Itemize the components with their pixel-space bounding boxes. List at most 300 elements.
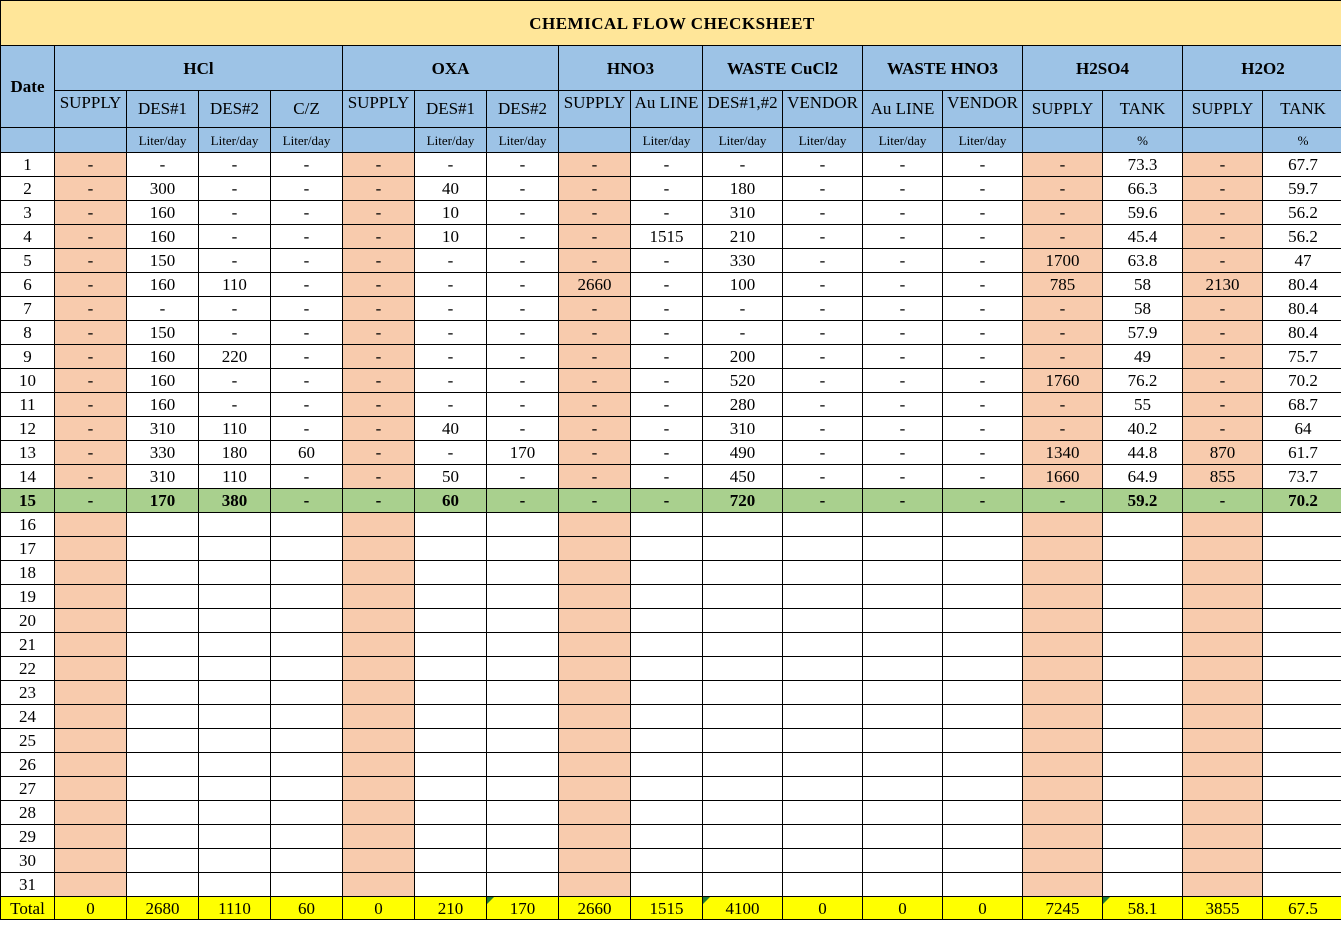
data-cell[interactable] bbox=[783, 825, 863, 849]
data-cell[interactable]: 160 bbox=[127, 345, 199, 369]
data-cell[interactable] bbox=[703, 657, 783, 681]
data-cell[interactable] bbox=[271, 777, 343, 801]
data-cell[interactable] bbox=[271, 729, 343, 753]
data-cell[interactable] bbox=[1023, 681, 1103, 705]
total-cell[interactable]: 2660 bbox=[559, 897, 631, 920]
data-cell[interactable]: - bbox=[55, 321, 127, 345]
data-cell[interactable] bbox=[943, 633, 1023, 657]
data-cell[interactable] bbox=[559, 777, 631, 801]
data-cell[interactable]: - bbox=[487, 201, 559, 225]
data-cell[interactable] bbox=[343, 753, 415, 777]
data-cell[interactable]: - bbox=[487, 345, 559, 369]
data-cell[interactable] bbox=[271, 825, 343, 849]
data-cell[interactable] bbox=[783, 585, 863, 609]
data-cell[interactable] bbox=[943, 849, 1023, 873]
data-cell[interactable] bbox=[943, 705, 1023, 729]
data-cell[interactable] bbox=[703, 609, 783, 633]
data-cell[interactable] bbox=[55, 777, 127, 801]
data-cell[interactable] bbox=[1263, 609, 1341, 633]
data-cell[interactable] bbox=[559, 657, 631, 681]
data-cell[interactable]: 56.2 bbox=[1263, 225, 1341, 249]
data-cell[interactable] bbox=[1103, 633, 1183, 657]
data-cell[interactable]: - bbox=[1023, 345, 1103, 369]
data-cell[interactable]: 855 bbox=[1183, 465, 1263, 489]
data-cell[interactable] bbox=[199, 537, 271, 561]
data-cell[interactable]: - bbox=[415, 345, 487, 369]
total-cell[interactable]: 4100 bbox=[703, 897, 783, 920]
data-cell[interactable]: - bbox=[783, 153, 863, 177]
data-cell[interactable] bbox=[631, 585, 703, 609]
data-cell[interactable] bbox=[631, 801, 703, 825]
data-cell[interactable] bbox=[1103, 729, 1183, 753]
data-cell[interactable] bbox=[863, 609, 943, 633]
data-cell[interactable] bbox=[127, 753, 199, 777]
data-cell[interactable] bbox=[415, 849, 487, 873]
data-cell[interactable]: - bbox=[343, 393, 415, 417]
data-cell[interactable]: 180 bbox=[703, 177, 783, 201]
data-cell[interactable] bbox=[863, 777, 943, 801]
data-cell[interactable]: - bbox=[271, 177, 343, 201]
data-cell[interactable] bbox=[1103, 753, 1183, 777]
data-cell[interactable]: - bbox=[863, 321, 943, 345]
data-cell[interactable]: - bbox=[863, 393, 943, 417]
data-cell[interactable] bbox=[559, 561, 631, 585]
data-cell[interactable]: - bbox=[487, 321, 559, 345]
data-cell[interactable] bbox=[703, 753, 783, 777]
data-cell[interactable] bbox=[127, 825, 199, 849]
data-cell[interactable]: - bbox=[55, 201, 127, 225]
data-cell[interactable] bbox=[55, 873, 127, 897]
data-cell[interactable] bbox=[863, 729, 943, 753]
data-cell[interactable]: 870 bbox=[1183, 441, 1263, 465]
data-cell[interactable]: - bbox=[487, 369, 559, 393]
data-cell[interactable] bbox=[487, 777, 559, 801]
data-cell[interactable] bbox=[343, 681, 415, 705]
data-cell[interactable]: - bbox=[703, 297, 783, 321]
total-cell[interactable]: 0 bbox=[783, 897, 863, 920]
data-cell[interactable] bbox=[415, 801, 487, 825]
data-cell[interactable]: 59.6 bbox=[1103, 201, 1183, 225]
data-cell[interactable] bbox=[199, 561, 271, 585]
data-cell[interactable]: - bbox=[783, 201, 863, 225]
data-cell[interactable] bbox=[863, 681, 943, 705]
data-cell[interactable] bbox=[199, 681, 271, 705]
data-cell[interactable] bbox=[1023, 537, 1103, 561]
data-cell[interactable] bbox=[127, 705, 199, 729]
data-cell[interactable] bbox=[783, 609, 863, 633]
data-cell[interactable] bbox=[783, 513, 863, 537]
total-cell[interactable]: 60 bbox=[271, 897, 343, 920]
data-cell[interactable]: - bbox=[55, 225, 127, 249]
data-cell[interactable] bbox=[1183, 753, 1263, 777]
data-cell[interactable] bbox=[1023, 729, 1103, 753]
data-cell[interactable]: - bbox=[1183, 393, 1263, 417]
data-cell[interactable] bbox=[863, 849, 943, 873]
total-cell[interactable]: 1515 bbox=[631, 897, 703, 920]
data-cell[interactable] bbox=[415, 777, 487, 801]
data-cell[interactable] bbox=[415, 633, 487, 657]
data-cell[interactable]: - bbox=[943, 417, 1023, 441]
data-cell[interactable] bbox=[487, 729, 559, 753]
data-cell[interactable] bbox=[1183, 657, 1263, 681]
data-cell[interactable]: - bbox=[55, 153, 127, 177]
data-cell[interactable]: 70.2 bbox=[1263, 489, 1341, 513]
data-cell[interactable]: - bbox=[943, 225, 1023, 249]
data-cell[interactable] bbox=[631, 513, 703, 537]
data-cell[interactable]: - bbox=[487, 393, 559, 417]
data-cell[interactable]: 785 bbox=[1023, 273, 1103, 297]
data-cell[interactable] bbox=[1103, 585, 1183, 609]
data-cell[interactable] bbox=[487, 633, 559, 657]
data-cell[interactable]: - bbox=[487, 153, 559, 177]
data-cell[interactable]: - bbox=[271, 297, 343, 321]
data-cell[interactable] bbox=[415, 825, 487, 849]
data-cell[interactable]: 60 bbox=[271, 441, 343, 465]
data-cell[interactable] bbox=[943, 777, 1023, 801]
data-cell[interactable]: - bbox=[415, 273, 487, 297]
data-cell[interactable]: - bbox=[559, 297, 631, 321]
data-cell[interactable]: - bbox=[943, 273, 1023, 297]
data-cell[interactable]: - bbox=[271, 465, 343, 489]
data-cell[interactable]: - bbox=[863, 465, 943, 489]
data-cell[interactable] bbox=[559, 849, 631, 873]
data-cell[interactable] bbox=[415, 681, 487, 705]
data-cell[interactable] bbox=[783, 849, 863, 873]
data-cell[interactable] bbox=[1103, 825, 1183, 849]
data-cell[interactable] bbox=[631, 609, 703, 633]
data-cell[interactable] bbox=[415, 609, 487, 633]
data-cell[interactable]: - bbox=[1183, 249, 1263, 273]
data-cell[interactable]: 55 bbox=[1103, 393, 1183, 417]
data-cell[interactable] bbox=[783, 873, 863, 897]
data-cell[interactable] bbox=[1183, 705, 1263, 729]
data-cell[interactable]: - bbox=[559, 369, 631, 393]
data-cell[interactable] bbox=[703, 825, 783, 849]
data-cell[interactable]: - bbox=[271, 393, 343, 417]
data-cell[interactable]: - bbox=[343, 417, 415, 441]
data-cell[interactable] bbox=[487, 609, 559, 633]
data-cell[interactable] bbox=[1263, 561, 1341, 585]
data-cell[interactable]: - bbox=[199, 201, 271, 225]
total-cell[interactable]: 2680 bbox=[127, 897, 199, 920]
data-cell[interactable]: - bbox=[1023, 489, 1103, 513]
data-cell[interactable]: 160 bbox=[127, 369, 199, 393]
data-cell[interactable]: - bbox=[943, 393, 1023, 417]
data-cell[interactable] bbox=[199, 585, 271, 609]
data-cell[interactable]: - bbox=[487, 225, 559, 249]
data-cell[interactable] bbox=[783, 633, 863, 657]
data-cell[interactable] bbox=[127, 777, 199, 801]
data-cell[interactable]: - bbox=[343, 177, 415, 201]
data-cell[interactable] bbox=[415, 513, 487, 537]
data-cell[interactable] bbox=[559, 825, 631, 849]
data-cell[interactable] bbox=[343, 585, 415, 609]
data-cell[interactable] bbox=[783, 801, 863, 825]
data-cell[interactable]: 210 bbox=[703, 225, 783, 249]
data-cell[interactable]: 47 bbox=[1263, 249, 1341, 273]
data-cell[interactable]: 76.2 bbox=[1103, 369, 1183, 393]
data-cell[interactable]: 64 bbox=[1263, 417, 1341, 441]
data-cell[interactable] bbox=[943, 801, 1023, 825]
data-cell[interactable] bbox=[631, 753, 703, 777]
data-cell[interactable] bbox=[1263, 633, 1341, 657]
data-cell[interactable] bbox=[943, 825, 1023, 849]
data-cell[interactable] bbox=[631, 729, 703, 753]
data-cell[interactable]: - bbox=[943, 153, 1023, 177]
data-cell[interactable] bbox=[1103, 561, 1183, 585]
data-cell[interactable]: - bbox=[415, 249, 487, 273]
data-cell[interactable]: - bbox=[1023, 177, 1103, 201]
data-cell[interactable] bbox=[1183, 585, 1263, 609]
data-cell[interactable] bbox=[943, 585, 1023, 609]
data-cell[interactable] bbox=[1263, 729, 1341, 753]
data-cell[interactable] bbox=[863, 585, 943, 609]
data-cell[interactable]: - bbox=[1183, 369, 1263, 393]
data-cell[interactable]: - bbox=[415, 153, 487, 177]
data-cell[interactable] bbox=[703, 561, 783, 585]
data-cell[interactable] bbox=[1023, 561, 1103, 585]
data-cell[interactable]: 70.2 bbox=[1263, 369, 1341, 393]
data-cell[interactable]: 310 bbox=[703, 201, 783, 225]
data-cell[interactable]: 40 bbox=[415, 417, 487, 441]
data-cell[interactable] bbox=[1023, 753, 1103, 777]
data-cell[interactable] bbox=[127, 873, 199, 897]
data-cell[interactable]: - bbox=[559, 465, 631, 489]
data-cell[interactable] bbox=[127, 849, 199, 873]
data-cell[interactable]: 300 bbox=[127, 177, 199, 201]
data-cell[interactable] bbox=[1103, 777, 1183, 801]
data-cell[interactable]: 720 bbox=[703, 489, 783, 513]
data-cell[interactable] bbox=[1103, 609, 1183, 633]
data-cell[interactable] bbox=[343, 849, 415, 873]
data-cell[interactable]: - bbox=[343, 153, 415, 177]
data-cell[interactable] bbox=[55, 561, 127, 585]
data-cell[interactable]: 80.4 bbox=[1263, 273, 1341, 297]
data-cell[interactable]: - bbox=[199, 153, 271, 177]
data-cell[interactable] bbox=[343, 873, 415, 897]
data-cell[interactable] bbox=[783, 657, 863, 681]
data-cell[interactable]: - bbox=[783, 225, 863, 249]
data-cell[interactable]: - bbox=[487, 417, 559, 441]
data-cell[interactable] bbox=[415, 657, 487, 681]
data-cell[interactable] bbox=[199, 873, 271, 897]
data-cell[interactable] bbox=[631, 873, 703, 897]
data-cell[interactable] bbox=[343, 537, 415, 561]
data-cell[interactable]: - bbox=[631, 177, 703, 201]
data-cell[interactable]: - bbox=[559, 393, 631, 417]
data-cell[interactable] bbox=[343, 657, 415, 681]
data-cell[interactable]: 60 bbox=[415, 489, 487, 513]
data-cell[interactable]: 40.2 bbox=[1103, 417, 1183, 441]
data-cell[interactable] bbox=[703, 729, 783, 753]
data-cell[interactable]: - bbox=[943, 489, 1023, 513]
data-cell[interactable] bbox=[783, 681, 863, 705]
data-cell[interactable] bbox=[343, 777, 415, 801]
data-cell[interactable]: - bbox=[863, 153, 943, 177]
data-cell[interactable] bbox=[487, 681, 559, 705]
data-cell[interactable]: - bbox=[1183, 321, 1263, 345]
data-cell[interactable] bbox=[631, 849, 703, 873]
data-cell[interactable] bbox=[1263, 873, 1341, 897]
data-cell[interactable]: - bbox=[559, 321, 631, 345]
data-cell[interactable] bbox=[1183, 729, 1263, 753]
data-cell[interactable] bbox=[703, 705, 783, 729]
data-cell[interactable]: 280 bbox=[703, 393, 783, 417]
data-cell[interactable] bbox=[199, 753, 271, 777]
data-cell[interactable]: - bbox=[863, 225, 943, 249]
data-cell[interactable] bbox=[343, 801, 415, 825]
data-cell[interactable]: - bbox=[271, 345, 343, 369]
data-cell[interactable]: - bbox=[271, 273, 343, 297]
data-cell[interactable]: - bbox=[559, 225, 631, 249]
data-cell[interactable]: - bbox=[863, 369, 943, 393]
data-cell[interactable]: - bbox=[271, 225, 343, 249]
data-cell[interactable] bbox=[1103, 657, 1183, 681]
data-cell[interactable] bbox=[55, 705, 127, 729]
data-cell[interactable]: - bbox=[863, 489, 943, 513]
data-cell[interactable] bbox=[343, 513, 415, 537]
data-cell[interactable]: - bbox=[55, 369, 127, 393]
data-cell[interactable]: - bbox=[631, 201, 703, 225]
data-cell[interactable]: - bbox=[783, 273, 863, 297]
data-cell[interactable] bbox=[199, 657, 271, 681]
data-cell[interactable]: - bbox=[783, 393, 863, 417]
data-cell[interactable] bbox=[343, 729, 415, 753]
data-cell[interactable]: - bbox=[343, 465, 415, 489]
data-cell[interactable]: - bbox=[55, 489, 127, 513]
data-cell[interactable] bbox=[559, 585, 631, 609]
data-cell[interactable]: - bbox=[783, 441, 863, 465]
data-cell[interactable] bbox=[487, 801, 559, 825]
data-cell[interactable]: 490 bbox=[703, 441, 783, 465]
total-cell[interactable]: 58.1 bbox=[1103, 897, 1183, 920]
data-cell[interactable]: 58 bbox=[1103, 297, 1183, 321]
total-cell[interactable]: 0 bbox=[943, 897, 1023, 920]
data-cell[interactable] bbox=[487, 825, 559, 849]
data-cell[interactable]: - bbox=[415, 321, 487, 345]
data-cell[interactable] bbox=[1183, 801, 1263, 825]
data-cell[interactable] bbox=[127, 513, 199, 537]
data-cell[interactable]: 2130 bbox=[1183, 273, 1263, 297]
data-cell[interactable]: 110 bbox=[199, 273, 271, 297]
data-cell[interactable] bbox=[271, 873, 343, 897]
data-cell[interactable]: - bbox=[943, 297, 1023, 321]
data-cell[interactable] bbox=[199, 849, 271, 873]
data-cell[interactable] bbox=[1103, 537, 1183, 561]
data-cell[interactable] bbox=[631, 777, 703, 801]
data-cell[interactable]: - bbox=[703, 153, 783, 177]
data-cell[interactable]: 330 bbox=[127, 441, 199, 465]
data-cell[interactable] bbox=[127, 585, 199, 609]
data-cell[interactable] bbox=[703, 873, 783, 897]
data-cell[interactable] bbox=[127, 633, 199, 657]
data-cell[interactable] bbox=[631, 561, 703, 585]
data-cell[interactable]: - bbox=[1023, 417, 1103, 441]
data-cell[interactable] bbox=[55, 513, 127, 537]
data-cell[interactable]: - bbox=[55, 297, 127, 321]
data-cell[interactable] bbox=[487, 537, 559, 561]
data-cell[interactable]: - bbox=[487, 177, 559, 201]
data-cell[interactable] bbox=[559, 513, 631, 537]
data-cell[interactable] bbox=[863, 801, 943, 825]
data-cell[interactable]: - bbox=[631, 345, 703, 369]
data-cell[interactable] bbox=[55, 585, 127, 609]
data-cell[interactable]: - bbox=[559, 345, 631, 369]
data-cell[interactable]: - bbox=[559, 489, 631, 513]
data-cell[interactable] bbox=[783, 705, 863, 729]
data-cell[interactable]: - bbox=[1183, 153, 1263, 177]
data-cell[interactable]: - bbox=[1183, 417, 1263, 441]
data-cell[interactable] bbox=[1183, 633, 1263, 657]
data-cell[interactable] bbox=[783, 777, 863, 801]
data-cell[interactable] bbox=[1263, 753, 1341, 777]
data-cell[interactable]: - bbox=[127, 297, 199, 321]
data-cell[interactable] bbox=[1263, 849, 1341, 873]
data-cell[interactable] bbox=[1103, 705, 1183, 729]
data-cell[interactable]: - bbox=[1023, 321, 1103, 345]
data-cell[interactable] bbox=[783, 729, 863, 753]
data-cell[interactable] bbox=[631, 537, 703, 561]
data-cell[interactable]: 310 bbox=[127, 465, 199, 489]
data-cell[interactable]: - bbox=[783, 177, 863, 201]
data-cell[interactable]: - bbox=[127, 153, 199, 177]
data-cell[interactable]: 40 bbox=[415, 177, 487, 201]
data-cell[interactable]: - bbox=[631, 441, 703, 465]
data-cell[interactable] bbox=[1183, 609, 1263, 633]
data-cell[interactable] bbox=[1183, 561, 1263, 585]
data-cell[interactable]: 1700 bbox=[1023, 249, 1103, 273]
data-cell[interactable] bbox=[199, 801, 271, 825]
data-cell[interactable]: - bbox=[631, 273, 703, 297]
data-cell[interactable] bbox=[863, 537, 943, 561]
data-cell[interactable]: 180 bbox=[199, 441, 271, 465]
data-cell[interactable]: - bbox=[199, 225, 271, 249]
data-cell[interactable] bbox=[127, 609, 199, 633]
data-cell[interactable] bbox=[55, 801, 127, 825]
data-cell[interactable]: 110 bbox=[199, 417, 271, 441]
data-cell[interactable]: 170 bbox=[127, 489, 199, 513]
data-cell[interactable]: - bbox=[343, 441, 415, 465]
data-cell[interactable]: - bbox=[55, 177, 127, 201]
data-cell[interactable] bbox=[703, 777, 783, 801]
data-cell[interactable] bbox=[199, 777, 271, 801]
data-cell[interactable] bbox=[271, 849, 343, 873]
data-cell[interactable]: - bbox=[631, 465, 703, 489]
data-cell[interactable] bbox=[127, 561, 199, 585]
data-cell[interactable] bbox=[199, 705, 271, 729]
data-cell[interactable] bbox=[199, 633, 271, 657]
data-cell[interactable]: - bbox=[559, 177, 631, 201]
data-cell[interactable] bbox=[703, 801, 783, 825]
data-cell[interactable]: - bbox=[863, 345, 943, 369]
data-cell[interactable] bbox=[199, 729, 271, 753]
data-cell[interactable] bbox=[1183, 513, 1263, 537]
data-cell[interactable]: - bbox=[415, 297, 487, 321]
data-cell[interactable]: - bbox=[1023, 201, 1103, 225]
data-cell[interactable]: - bbox=[1183, 177, 1263, 201]
data-cell[interactable]: - bbox=[863, 249, 943, 273]
data-cell[interactable]: - bbox=[271, 489, 343, 513]
data-cell[interactable] bbox=[271, 633, 343, 657]
data-cell[interactable]: - bbox=[487, 465, 559, 489]
data-cell[interactable] bbox=[631, 825, 703, 849]
data-cell[interactable]: - bbox=[559, 417, 631, 441]
data-cell[interactable]: 68.7 bbox=[1263, 393, 1341, 417]
data-cell[interactable] bbox=[943, 657, 1023, 681]
data-cell[interactable] bbox=[343, 825, 415, 849]
data-cell[interactable]: 310 bbox=[703, 417, 783, 441]
data-cell[interactable] bbox=[343, 705, 415, 729]
